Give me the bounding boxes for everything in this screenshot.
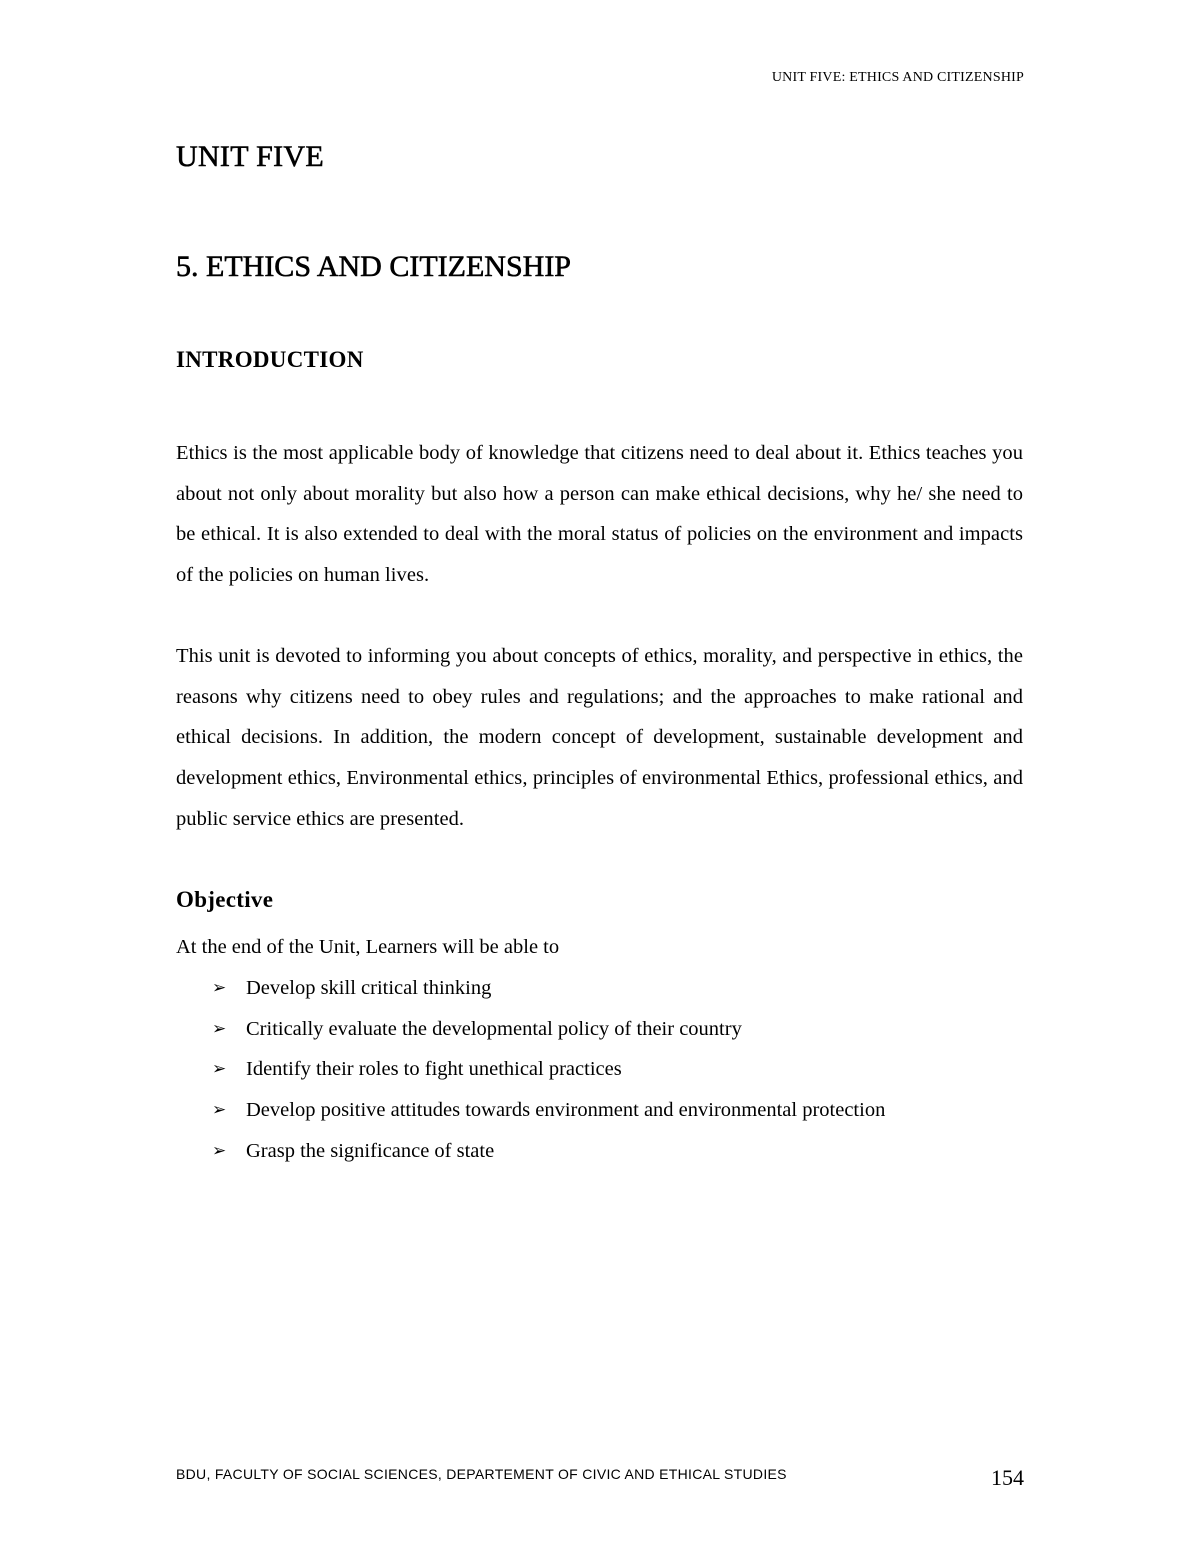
list-item bbox=[212, 1009, 885, 1050]
running-header: UNIT FIVE: ETHICS AND CITIZENSHIP bbox=[771, 70, 1024, 85]
list-item-text: Develop skill critical thinking bbox=[246, 977, 492, 999]
introduction-paragraph-2: This unit is devoted to informing you about concepts of ethics, morality, and perspective in ethics, the reasons why citizens need to obey rules and regulations; and the approaches to make rational and ethical decisions. In addition, the modern concept of development, sustainable development and development ethics, Environmental ethics, principles of environmental Ethics, professional ethics, and public service ethics are presented. bbox=[176, 645, 1023, 830]
objective-heading: Objective bbox=[176, 887, 274, 912]
list-item bbox=[212, 1049, 885, 1090]
arrow-bullet-icon: ➢ bbox=[212, 978, 227, 998]
unit-title: UNIT FIVE bbox=[176, 140, 324, 173]
objective-list bbox=[212, 968, 885, 1172]
list-item bbox=[212, 1131, 885, 1172]
chapter-title: 5. ETHICS AND CITIZENSHIP bbox=[176, 250, 571, 283]
arrow-bullet-icon: ➢ bbox=[212, 1140, 227, 1161]
introduction-paragraph-1: Ethics is the most applicable body of knowledge that citizens need to deal about it. Ethics teaches you about not only about morality but also how a person can make ethical decisions, why he/ she need to be ethical. It is also extended to deal with the moral status of policies on the environment and impacts of the policies on human lives. bbox=[176, 442, 1023, 587]
arrow-bullet-icon: ➢ bbox=[212, 1018, 227, 1039]
list-item-text: Develop positive attitudes towards environment and environmental protection bbox=[246, 1099, 886, 1122]
list-item bbox=[212, 968, 885, 1009]
list-item bbox=[212, 1090, 885, 1131]
page-number: 154 bbox=[991, 1465, 1024, 1490]
footer-text: BDU, FACULTY OF SOCIAL SCIENCES, DEPARTEMENT OF CIVIC AND ETHICAL STUDIES bbox=[176, 1466, 787, 1482]
list-item-text: Critically evaluate the developmental policy of their country bbox=[246, 1017, 742, 1040]
objective-intro: At the end of the Unit, Learners will be able to bbox=[176, 936, 560, 958]
arrow-bullet-icon: ➢ bbox=[212, 1100, 227, 1121]
introduction-heading: INTRODUCTION bbox=[176, 347, 364, 372]
list-item-text: Grasp the significance of state bbox=[246, 1139, 495, 1162]
list-item-text: Identify their roles to fight unethical practices bbox=[246, 1058, 622, 1081]
arrow-bullet-icon: ➢ bbox=[212, 1059, 227, 1080]
